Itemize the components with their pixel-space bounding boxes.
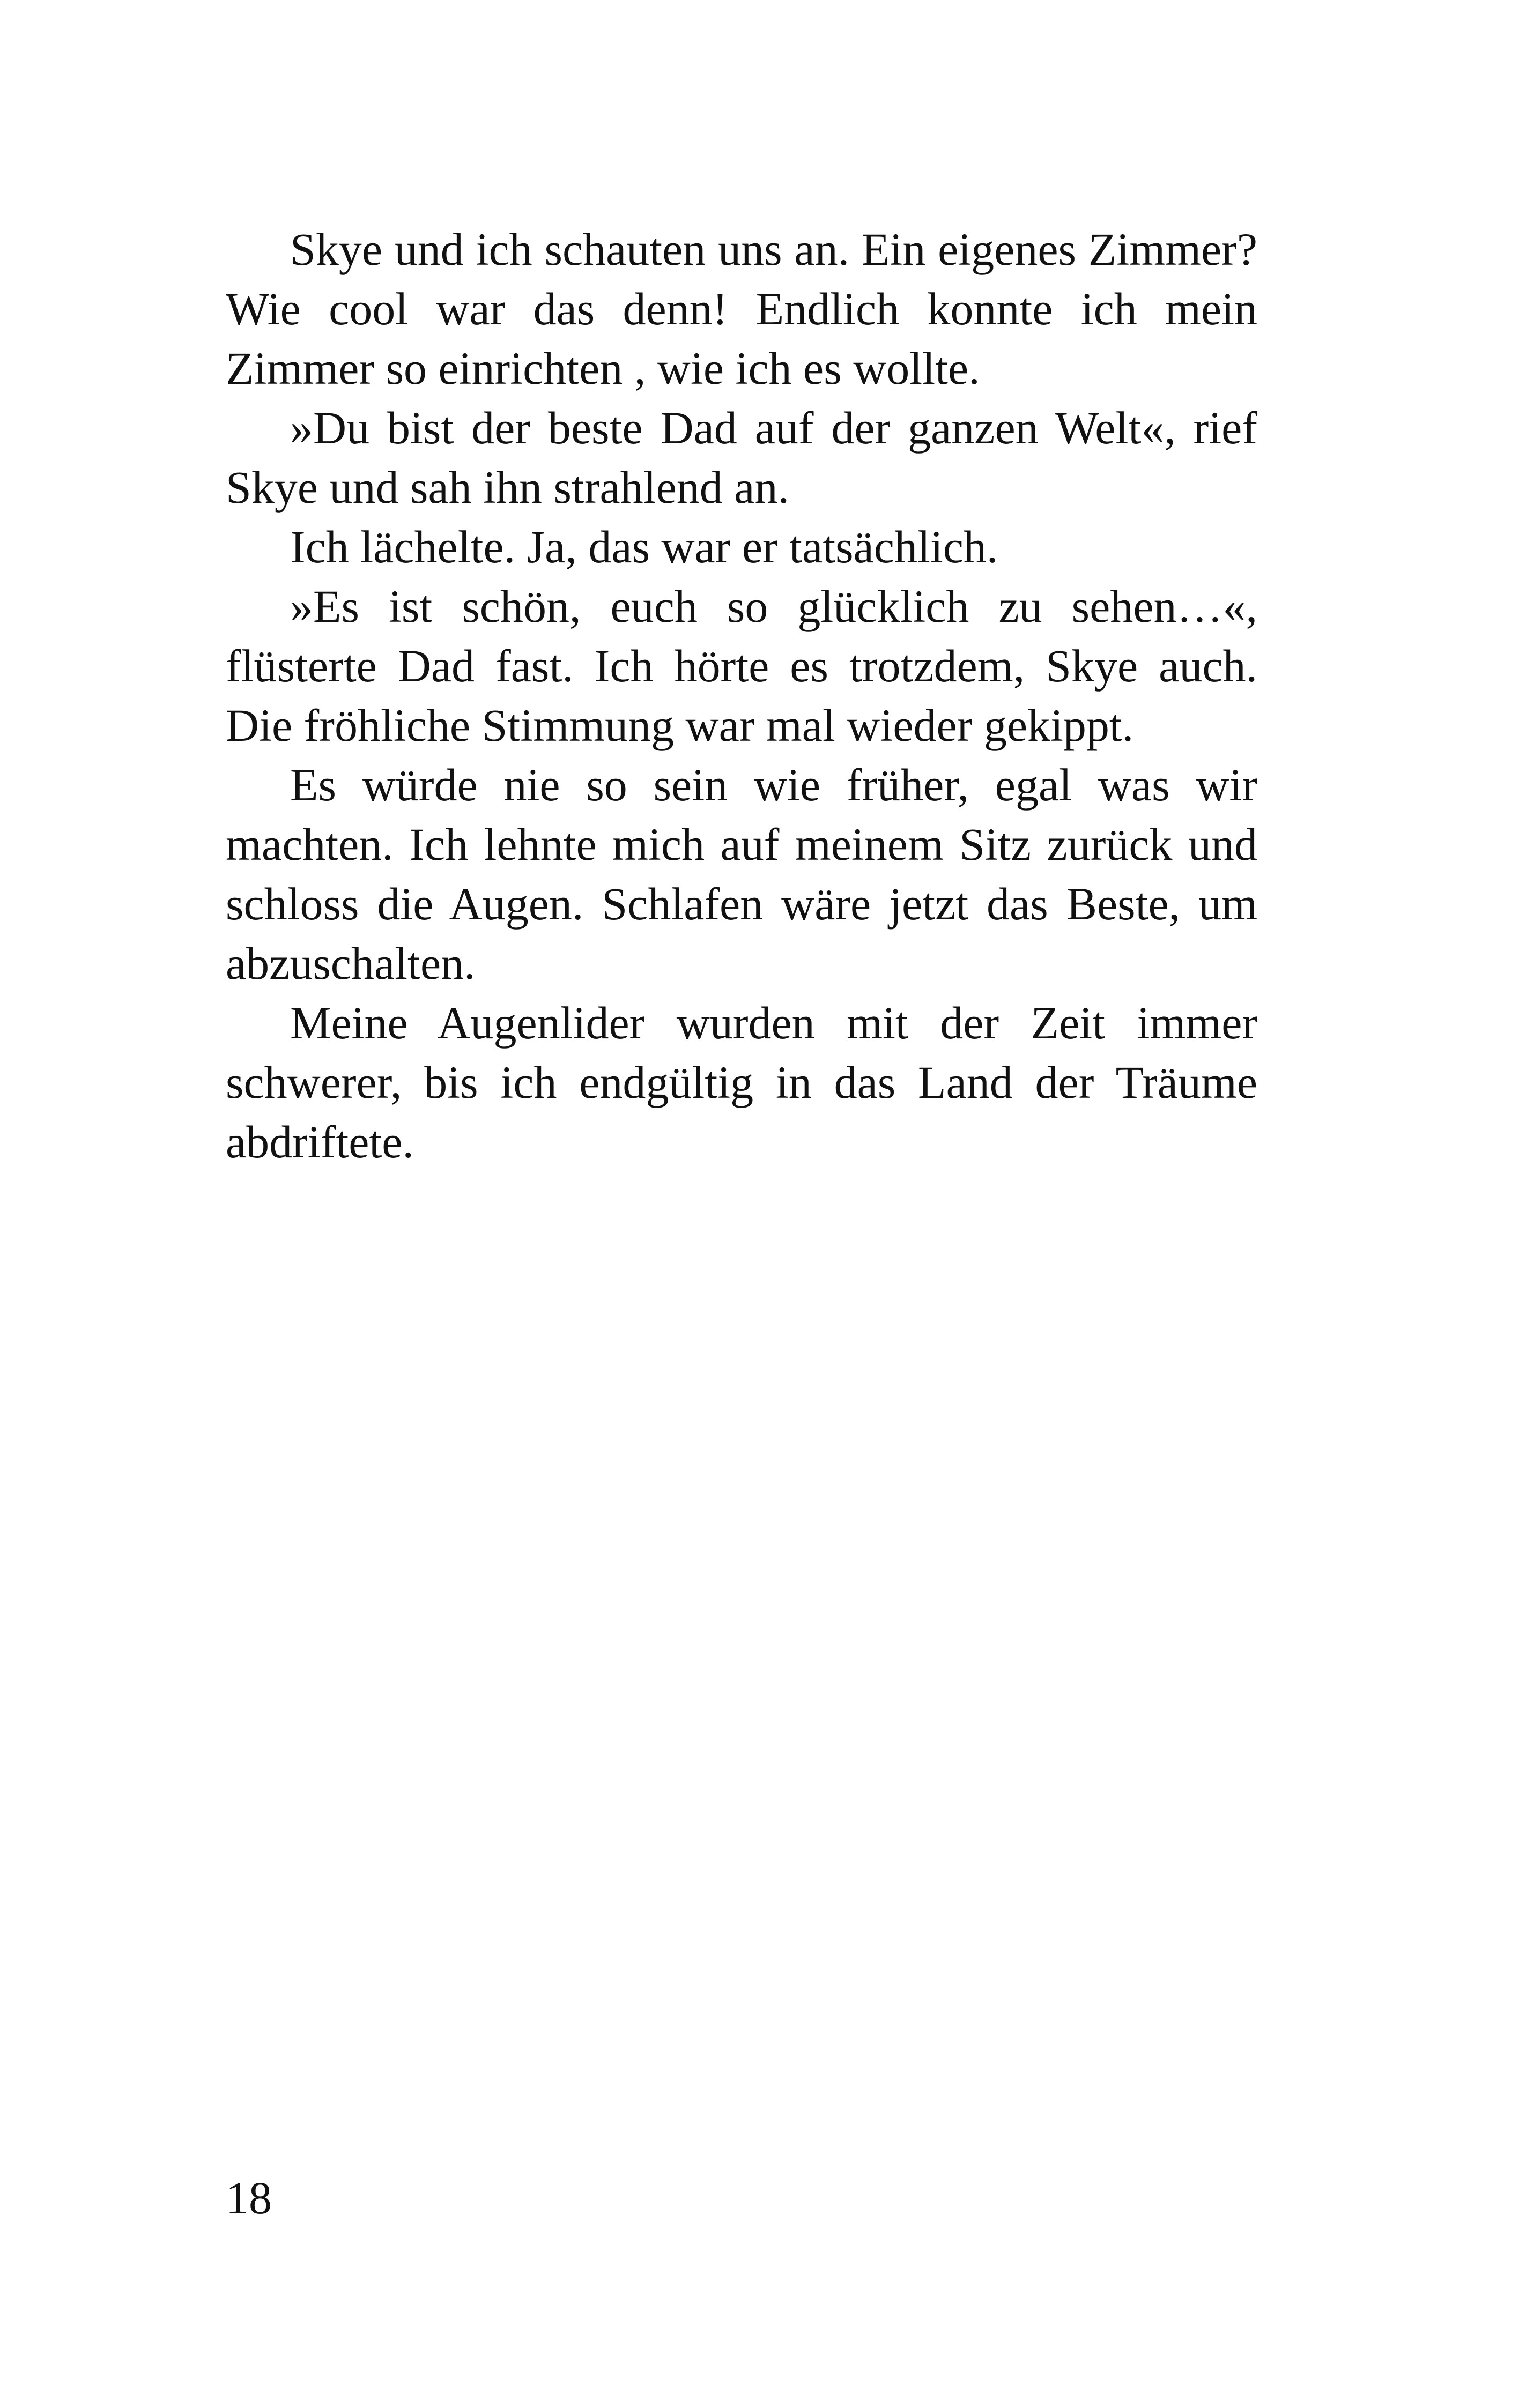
body-text	[226, 220, 1257, 1172]
paragraph: Meine Augenlider wurden mit der Zeit immer schwerer, bis ich endgültig in das Land der Träume abdriftete.	[226, 997, 1257, 1168]
page-number: 18	[226, 2172, 272, 2224]
paragraph: Skye und ich schauten uns an. Ein eigenes Zimmer? Wie cool war das denn! Endlich konnte ich mein Zimmer so einrichten , wie ich es wollte.	[226, 224, 1257, 394]
paragraph: Ich lächelte. Ja, das war er tatsächlich.	[290, 521, 998, 573]
paragraph: »Es ist schön, euch so glücklich zu sehen…«, flüsterte Dad fast. Ich hörte es trotzdem, Skye auch. Die fröhliche Stimmung war mal wieder gekippt.	[226, 581, 1257, 751]
paragraph: »Du bist der beste Dad auf der ganzen Welt«, rief Skye und sah ihn strahlend an.	[226, 402, 1257, 513]
paragraph: Es würde nie so sein wie früher, egal was wir machten. Ich lehnte mich auf meinem Sitz zurück und schloss die Augen. Schlafen wäre jetzt das Beste, um abzuschalten.	[226, 759, 1257, 989]
